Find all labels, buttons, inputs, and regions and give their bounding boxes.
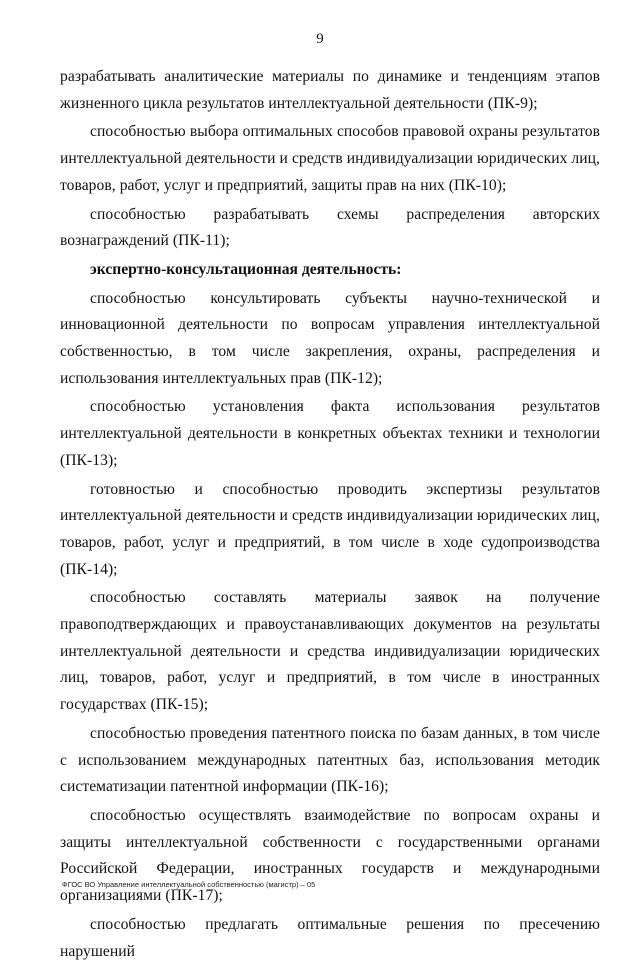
page-footer: ФГОС ВО Управление интеллектуальной собственностью (магистр) – 05 xyxy=(62,880,316,889)
page-number: 9 xyxy=(316,31,324,47)
paragraph-pk14: готовностью и способностью проводить экспертизы результатов интеллектуальной деятельности и средств индивидуализации юридических лиц, товаров, работ, услуг и предприятий, в том числе в ходе судопроизводства (ПК-14); xyxy=(60,480,600,578)
paragraph-pk12: способностью консультировать субъекты научно-технической и инновационной деятельности по вопросам управления интеллектуальной собственностью, в том числе закрепления, охраны, распределения и использования интеллектуальных прав (ПК-12); xyxy=(60,289,600,387)
section-heading-expert-consulting: экспертно-консультационная деятельность: xyxy=(90,260,402,278)
paragraph-pk13: способностью установления факта использования результатов интеллектуальной деятельности в конкретных объектах техники и технологии (ПК-13); xyxy=(60,398,600,469)
paragraph-pk10: способностью выбора оптимальных способов правовой охраны результатов интеллектуальной деятельности и средств индивидуализации юридических лиц, товаров, работ, услуг и предприятий, защиты прав на них (ПК-10); xyxy=(60,123,600,194)
paragraph-pk17: способностью осуществлять взаимодействие по вопросам охраны и защиты интеллектуальной собственности с государственными органами Российской Федерации, иностранных государств и международными организациями (ПК-17); xyxy=(60,806,600,905)
paragraph-pk9: разрабатывать аналитические материалы по динамике и тенденциям этапов жизненного цикла результатов интеллектуальной деятельности (ПК-9); xyxy=(60,68,600,112)
paragraph-pk11: способностью разрабатывать схемы распределения авторских вознаграждений (ПК-11); xyxy=(60,205,600,250)
paragraph-pk16: способностью проведения патентного поиска по базам данных, в том числе с использованием международных патентных баз, использования методик систематизации патентной информации (ПК-16); xyxy=(60,724,600,796)
document-body xyxy=(60,64,600,967)
paragraph-pk15: способностью составлять материалы заявок на получение правоподтверждающих и правоустанавливающих документов на результаты интеллектуальной деятельности и средства индивидуализации юридических лиц, товаров, работ, услуг и предприятий, в том числе в иностранных государствах (ПК-15); xyxy=(60,589,600,714)
paragraph-continued: способностью предлагать оптимальные решения по пресечению нарушений xyxy=(60,915,600,960)
